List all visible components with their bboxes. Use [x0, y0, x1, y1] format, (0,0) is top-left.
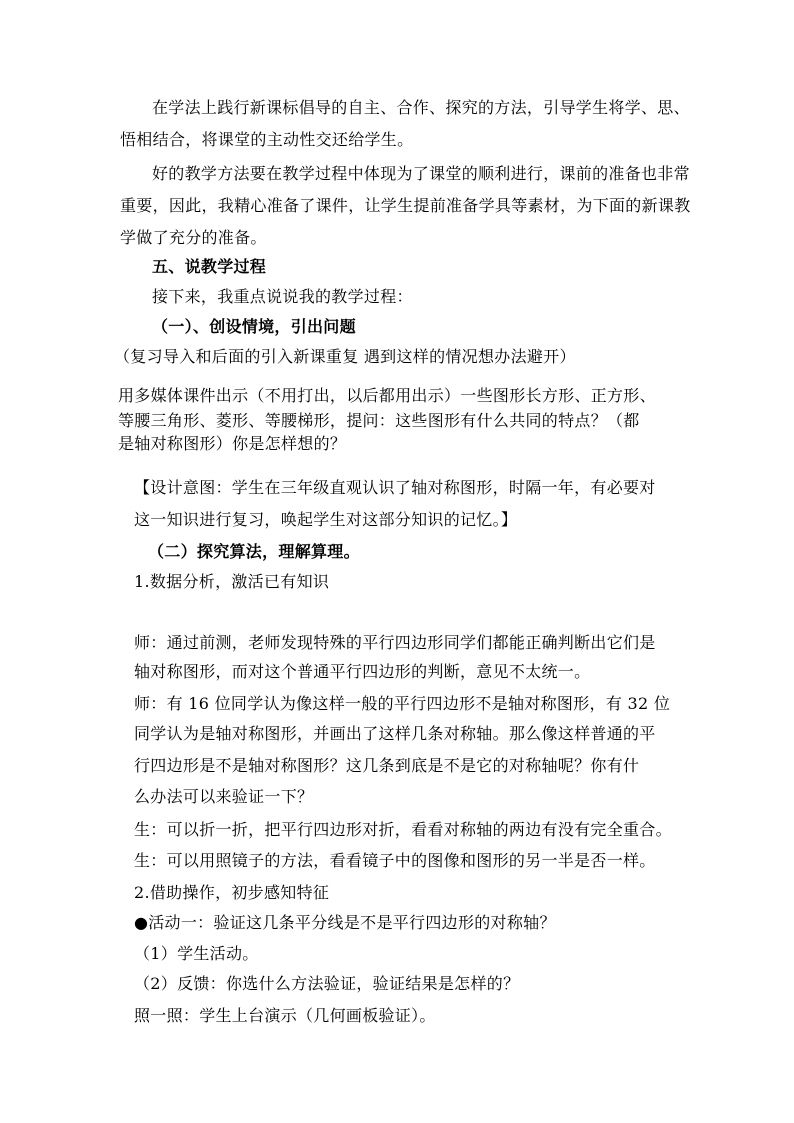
paragraph-2-line-2: 重要，因此，我精心准备了课件，让学生提前准备学具等素材，为下面的新课教 [120, 196, 691, 215]
part-1-heading: （一）、创设情境，引出问题 [152, 317, 356, 336]
teacher-dialogue-2-line-1: 师：有 16 位同学认为像这样一般的平行四边形不是轴对称图形，有 32 位 [134, 694, 671, 713]
sub-item-1: （1）学生活动。 [134, 944, 259, 963]
intro-text: 接下来，我重点说说我的教学过程： [152, 287, 413, 306]
teacher-dialogue-1-line-2: 轴对称图形，而对这个普通平行四边形的判断，意见不太统一。 [134, 662, 591, 681]
section-5-heading: 五、说教学过程 [152, 257, 267, 276]
paragraph-1-line-1: 在学法上践行新课标倡导的自主、合作、探究的方法，引导学生将学、思、 [152, 98, 690, 117]
teacher-dialogue-2-line-3: 行四边形是不是轴对称图形？这几条到底是不是它的对称轴呢？你有什 [134, 756, 640, 775]
part-1-text-line-3: 是轴对称图形）你是怎样想的？ [118, 434, 347, 453]
activity-1-label: ●活动一：验证这几条平分线是不是平行四边形的对称轴？ [134, 913, 556, 932]
sub-item-2: （2）反馈：你选什么方法验证，验证结果是怎样的？ [134, 974, 520, 993]
part-1-note: （复习导入和后面的引入新课重复 遇到这样的情况想办法避开） [114, 347, 576, 366]
part-1-text-line-1: 用多媒体课件出示（不用打出，以后都用出示）一些图形长方形、正方形、 [118, 386, 656, 405]
design-intent-line-1: 【设计意图：学生在三年级直观认识了轴对称图形，时隔一年，有必要对 [134, 478, 656, 497]
student-answer-1: 生：可以折一折，把平行四边形对折，看看对称轴的两边有没有完全重合。 [134, 820, 672, 839]
design-intent-line-2: 这一知识进行复习，唤起学生对这部分知识的记忆。】 [134, 510, 518, 529]
teacher-dialogue-2-line-4: 么办法可以来验证一下？ [134, 787, 314, 806]
mirror-demo-text: 照一照：学生上台演示（几何画板验证）。 [134, 1006, 436, 1025]
part-2-heading: （二）探究算法，理解算理。 [148, 542, 360, 561]
paragraph-2-line-1: 好的教学方法要在教学过程中体现为了课堂的顺利进行，课前的准备也非常 [152, 164, 690, 183]
paragraph-2-line-3: 学做了充分的准备。 [120, 228, 267, 247]
paragraph-1-line-2: 悟相结合，将课堂的主动性交还给学生。 [120, 130, 414, 149]
step-2-label: 2.借助操作，初步感知特征 [134, 883, 330, 902]
part-1-text-line-2: 等腰三角形、菱形、等腰梯形，提问：这些图形有什么共同的特点？（都 [118, 411, 640, 430]
student-answer-2: 生：可以用照镜子的方法，看看镜子中的图像和图形的另一半是否一样。 [134, 851, 656, 870]
teacher-dialogue-1-line-1: 师：通过前测，老师发现特殊的平行四边形同学们都能正确判断出它们是 [134, 633, 656, 652]
teacher-dialogue-2-line-2: 同学认为是轴对称图形，并画出了这样几条对称轴。那么像这样普通的平 [134, 724, 656, 743]
step-1-label: 1.数据分析，激活已有知识 [134, 572, 330, 591]
